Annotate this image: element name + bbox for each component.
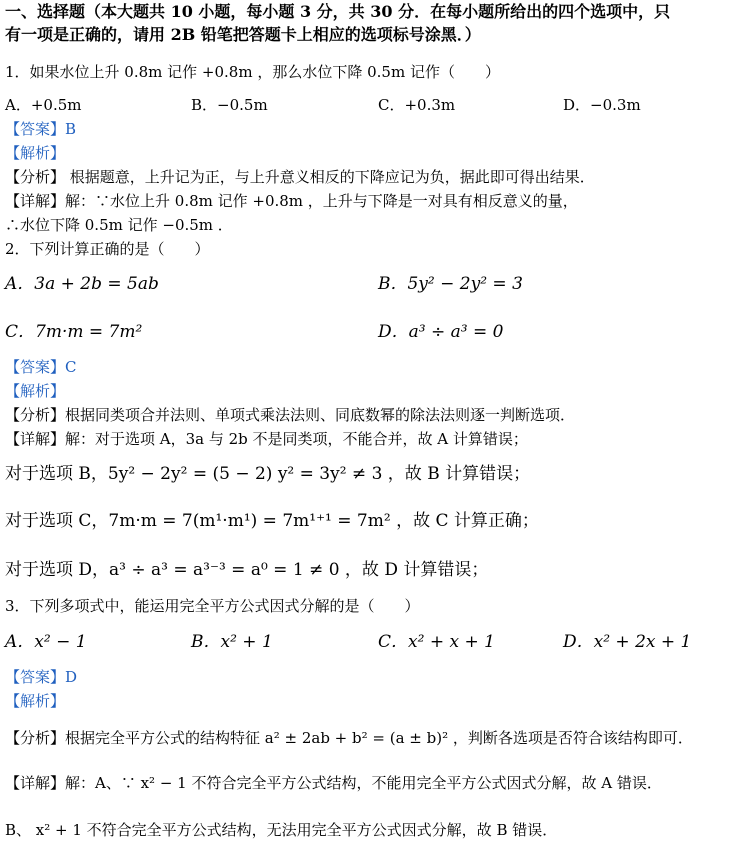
q3-answer: 【答案】D — [5, 668, 78, 686]
q3-fenxi: 【分析】根据完全平方公式的结构特征 a² ± 2ab + b² = (a ± b)² ，判断各选项是否符合该结构即可． — [5, 729, 693, 747]
q1-fenxi: 【分析】 根据题意，上升记为正，与上升意义相反的下降应记为负，据此即可得出结果． — [5, 168, 595, 186]
q1-answer — [5, 119, 76, 139]
q1-answer-text: 【答案】B — [5, 120, 77, 138]
q2-xiangjie-4: 对于选项 D，a³ ÷ a³ = a³⁻³ = a⁰ = 1 ≠ 0 ，故 D 计算错误； — [5, 560, 489, 580]
q2-answer: 【答案】C — [5, 358, 77, 376]
q1-option-c: C．+0.3m — [378, 96, 456, 114]
q2-xiangjie-2: 对于选项 B，5y² − 2y² = (5 − 2) y² = 3y² ≠ 3 ，故 B 计算错误； — [5, 464, 531, 484]
q2-option-c: C．7m·m = 7m² — [5, 322, 143, 342]
q1-option-d: D．−0.3m — [563, 96, 641, 114]
q2-xiangjie-1: 【详解】解：对于选项 A，3a 与 2b 不是同类项，不能合并，故 A 计算错误； — [5, 430, 528, 448]
q3-xiangjie-2: B、 x² + 1 不符合完全平方公式结构，无法用完全平方公式因式分解，故 B 错误． — [5, 821, 558, 839]
q1-option-b: B．−0.5m — [191, 96, 268, 114]
q2-option-d: D．a³ ÷ a³ = 0 — [378, 322, 504, 342]
q3-option-c: C．x² + x + 1 — [378, 632, 495, 652]
q1-option-a: A．+0.5m — [5, 96, 82, 114]
q2-xiangjie-3: 对于选项 C，7m·m = 7(m¹·m¹) = 7m¹⁺¹ = 7m² ，故 C 计算正确； — [5, 511, 539, 531]
section-heading-line-2: 有一项是正确的，请用 2B 铅笔把答题卡上相应的选项标号涂黑．） — [5, 25, 481, 44]
q3-jiexi: 【解析】 — [5, 692, 66, 710]
q2-option-a: A．3a + 2b = 5ab — [5, 274, 159, 294]
q2-jiexi: 【解析】 — [5, 382, 66, 400]
q1-jiexi: 【解析】 — [5, 144, 66, 162]
q2-stem: 2．下列计算正确的是（ ） — [5, 240, 210, 258]
q1-xiangjie-1: 【详解】解：∵水位上升 0.8m 记作 +0.8m ，上升与下降是一对具有相反意义的量， — [5, 192, 578, 210]
section-heading-line-1: 一、选择题（本大题共 10 小题，每小题 3 分，共 30 分．在每小题所给出的四个选项中，只 — [5, 2, 671, 21]
q3-option-d: D．x² + 2x + 1 — [563, 632, 692, 652]
q1-xiangjie-2: ∴水位下降 0.5m 记作 −0.5m ． — [5, 216, 233, 234]
q2-fenxi: 【分析】根据同类项合并法则、单项式乘法法则、同底数幂的除法法则逐一判断选项． — [5, 406, 576, 424]
q3-stem: 3．下列多项式中，能运用完全平方公式因式分解的是（ ） — [5, 597, 420, 615]
q1-stem: 1．如果水位上升 0.8m 记作 +0.8m ，那么水位下降 0.5m 记作（ ） — [5, 63, 500, 81]
q2-option-b: B．5y² − 2y² = 3 — [378, 274, 523, 294]
q3-option-a: A．x² − 1 — [5, 632, 87, 652]
q3-xiangjie-1: 【详解】解：A、∵ x² − 1 不符合完全平方公式结构，不能用完全平方公式因式分解，故 A 错误． — [5, 774, 662, 792]
q3-option-b: B．x² + 1 — [191, 632, 273, 652]
